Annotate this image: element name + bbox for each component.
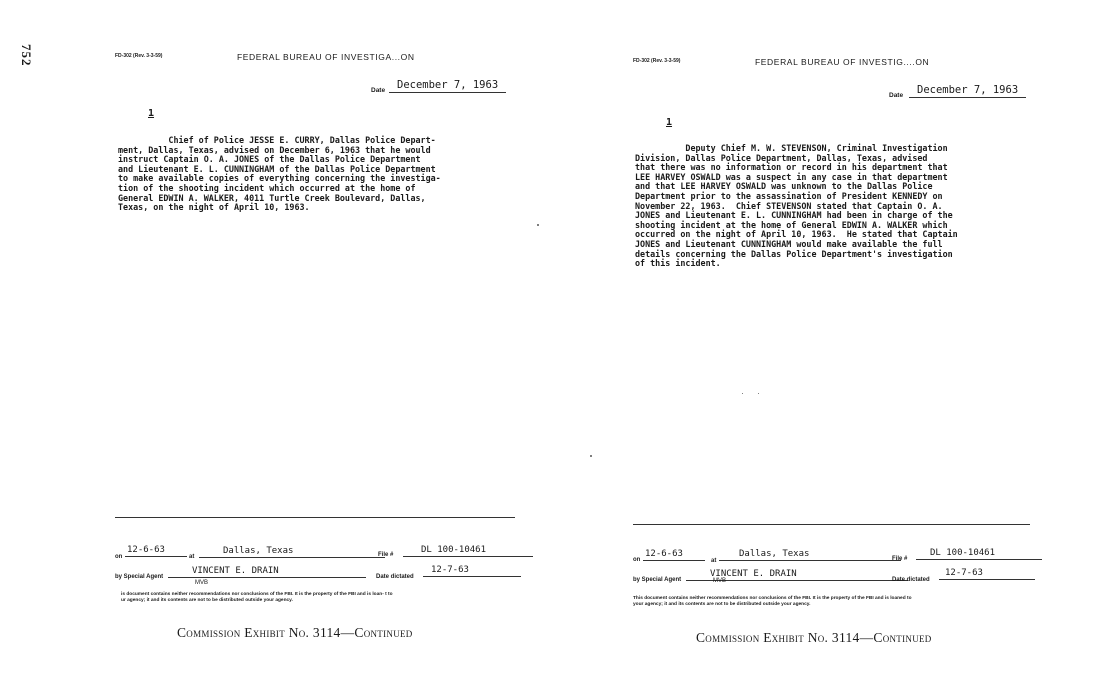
dictated-label: Date dictated xyxy=(892,577,930,583)
agent-initials: MVB xyxy=(713,578,727,584)
agent-initials: MVB xyxy=(195,580,209,586)
page-marker: 1 xyxy=(666,117,673,128)
at-value: Dallas, Texas xyxy=(719,549,901,561)
agent-value: VINCENT E. DRAIN xyxy=(168,566,366,578)
agent-label: by Special Agent xyxy=(633,577,682,583)
scan-speck xyxy=(742,393,743,394)
exhibit-caption: Commission Exhibit No. 3114—Continued xyxy=(177,625,413,640)
on-value: 12-6-63 xyxy=(125,545,187,557)
on-label: on xyxy=(115,554,123,560)
page-marker: 1 xyxy=(148,108,155,119)
statement-body: Deputy Chief M. W. STEVENSON, Criminal Investigation Division, Dallas Police Department, Dallas, Texas, advised that there was no information or record in his department that LEE HARVEY OSWALD was a suspect in any case in that department and that LEE HARVEY OSWALD was unknown to the Dallas Police Department prior to the assassination of President KENNEDY on November 22, 1963. Chief STEVENSON stated that Captain O. A. JONES and Lieutenant E. L. CUNNINGHAM had been in charge of the shooting incident at the home of General EDWIN A. WALKER which occurred on the night of April 10, 1963. He stated that Captain JONES and Lieutenant CUNNINGHAM would make available the full details concerning the Dallas Police Department's investigation of this incident. xyxy=(635,143,958,269)
file-value: DL 100-10461 xyxy=(916,548,1042,560)
dictated-label: Date dictated xyxy=(376,574,414,580)
file-value: DL 100-10461 xyxy=(403,545,533,557)
left-fbi-form xyxy=(115,50,515,650)
dictated-value: 12-7-63 xyxy=(939,568,1035,580)
disclaimer: is document contains neither recommendations nor conclusions of the FBI. It is the property of the FBI and is loan- t to ur agency; it and its contents are not to be distributed outside your agency. xyxy=(121,592,393,603)
date-label: Date xyxy=(889,92,904,99)
at-label: at xyxy=(189,554,195,560)
footer-divider xyxy=(115,517,515,518)
dictated-value: 12-7-63 xyxy=(423,565,521,577)
date-label: Date xyxy=(371,87,386,94)
at-value: Dallas, Texas xyxy=(199,546,385,558)
date-value: December 7, 1963 xyxy=(389,79,506,93)
on-label: on xyxy=(633,557,641,563)
scan-speck xyxy=(537,224,539,226)
right-fbi-form xyxy=(633,55,1033,655)
file-label: File # xyxy=(892,556,908,562)
on-value: 12-6-63 xyxy=(643,549,705,561)
disclaimer: This document contains neither recommendations nor conclusions of the FBI. It is the property of the FBI and is loaned to your agency; it and its contents are not to be distributed outside your agency. xyxy=(633,596,912,607)
scan-speck xyxy=(758,393,759,394)
statement-body: Chief of Police JESSE E. CURRY, Dallas Police Depart- ment, Dallas, Texas, advised on December 6, 1963 that he would instruct Captain O. A. JONES of the Dallas Police Department and Lieutenant E. L. CUNNINGHAM of the Dallas Police Department to make available copies of everything concerning the investiga- tion of the shooting incident which occurred at the home of General EDWIN A. WALKER, 4011 Turtle Creek Boulevard, Dallas, Texas, on the night of April 10, 1963. xyxy=(118,135,441,213)
date-value: December 7, 1963 xyxy=(909,84,1026,98)
scan-speck xyxy=(590,455,592,457)
form-code: FD-302 (Rev. 3-3-59) xyxy=(633,58,681,64)
agent-label: by Special Agent xyxy=(115,574,164,580)
form-code: FD-302 (Rev. 3-3-59) xyxy=(115,53,163,59)
page-number: 752 xyxy=(19,44,34,67)
agency-header: FEDERAL BUREAU OF INVESTIG....ON xyxy=(755,57,930,67)
file-label: File # xyxy=(378,552,394,558)
exhibit-caption: Commission Exhibit No. 3114—Continued xyxy=(696,630,932,645)
agent-value: VINCENT E. DRAIN xyxy=(686,569,908,581)
at-label: at xyxy=(711,558,717,564)
footer-divider xyxy=(633,524,1030,525)
agency-header: FEDERAL BUREAU OF INVESTIGA...ON xyxy=(237,52,415,62)
